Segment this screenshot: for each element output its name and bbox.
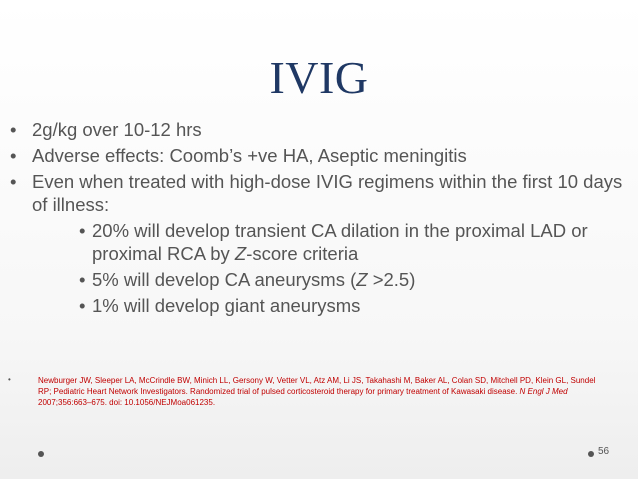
sub-bullet-item bbox=[32, 268, 628, 291]
footer-dot-icon bbox=[588, 451, 594, 457]
bullet-icon: • bbox=[10, 171, 17, 192]
bullet-item bbox=[10, 144, 628, 167]
bullet-text: Even when treated with high-dose IVIG regimens within the first 10 days of illness: bbox=[32, 171, 623, 215]
sub-bullet-item bbox=[32, 294, 628, 317]
journal-name: N Engl J Med bbox=[519, 387, 568, 396]
bullet-icon: • bbox=[79, 220, 86, 241]
bullet-icon: • bbox=[10, 145, 17, 166]
reference-volume-doi: 2007;356:663–675. doi: 10.1056/NEJMoa061235. bbox=[38, 398, 216, 407]
sub-bullet-text: 5% will develop CA aneurysms ( bbox=[92, 269, 357, 290]
reference-citation bbox=[8, 375, 608, 408]
bullet-item bbox=[10, 170, 628, 317]
sub-bullet-text-end: -score criteria bbox=[246, 243, 359, 264]
bullet-icon: • bbox=[10, 119, 17, 140]
sub-bullet-text: 1% will develop giant aneurysms bbox=[92, 295, 361, 316]
sub-bullet-list bbox=[32, 219, 628, 317]
bullet-item bbox=[10, 118, 628, 141]
bullet-text: Adverse effects: Coomb’s +ve HA, Aseptic meningitis bbox=[32, 145, 467, 166]
bullet-icon: • bbox=[8, 375, 11, 384]
bullet-icon: • bbox=[79, 269, 86, 290]
reference-authors-title: Newburger JW, Sleeper LA, McCrindle BW, Minich LL, Gersony W, Vetter VL, Atz AM, Li JS, Takahashi M, Baker AL, Colan SD, Mitchell PD, Klein GL, Sundel RP; Pediatric Heart Network Investigators. Randomized trial of pulsed corticosteroid therapy for primary treatment of Kawasaki disease. bbox=[38, 376, 596, 396]
bullet-list bbox=[10, 118, 628, 320]
slide-title: IVIG bbox=[269, 52, 369, 103]
reference-text bbox=[38, 375, 608, 408]
bullet-text: 2g/kg over 10-12 hrs bbox=[32, 119, 202, 140]
sub-bullet-text: 20% will develop transient CA dilation in the proximal LAD or proximal RCA by bbox=[92, 220, 588, 264]
sub-bullet-item bbox=[32, 219, 628, 265]
z-score-label: Z bbox=[234, 243, 247, 264]
page-number: 56 bbox=[598, 446, 610, 457]
footer-dot-icon bbox=[38, 451, 44, 457]
sub-bullet-text-end: >2.5) bbox=[367, 269, 416, 290]
bullet-icon: • bbox=[79, 295, 86, 316]
z-score-label: Z bbox=[356, 269, 368, 290]
